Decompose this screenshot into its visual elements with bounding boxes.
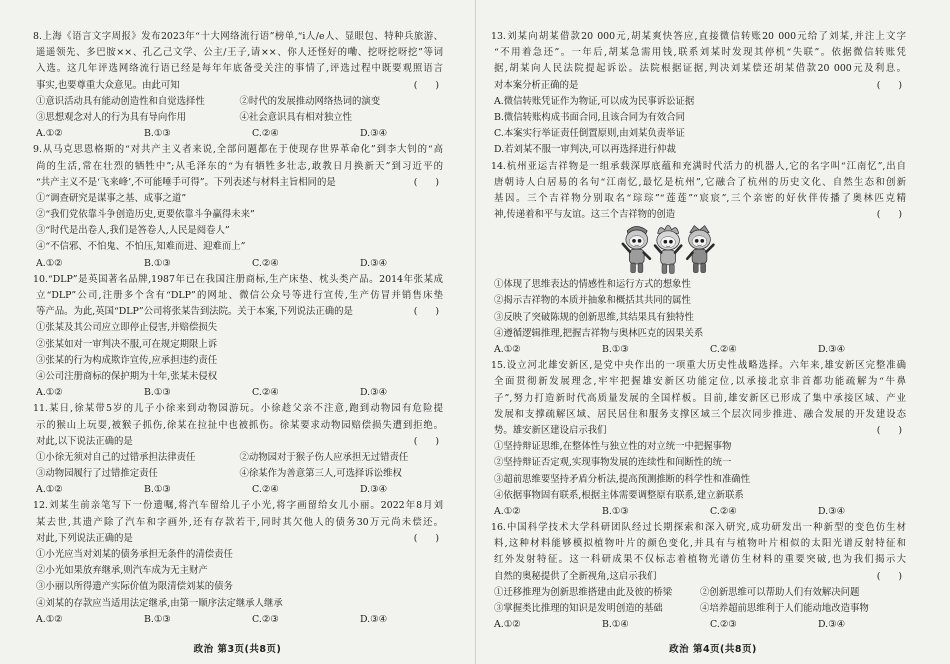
question-stem-text: 16.中国科学技术大学科研团队经过长期探索和深入研究,成功研发出一种新型的变色仿生材 <box>491 522 906 534</box>
option-text: ③思想观念对人的行为具有导向作用 <box>36 111 187 123</box>
answer-choice-text: C.②④ <box>710 505 737 517</box>
option-item <box>36 191 443 207</box>
answer-choice <box>710 504 818 520</box>
option-text: ①迁移推理为创新思维搭建由此及彼的桥梁 <box>494 586 673 598</box>
question-stem-line <box>491 191 906 207</box>
answer-choice-text: D.③④ <box>360 484 387 496</box>
question-stem-line <box>33 175 443 191</box>
option-row <box>33 466 443 482</box>
answer-choice-text: C.②④ <box>252 257 279 269</box>
question-16 <box>491 520 906 633</box>
question-stem-line <box>491 520 906 536</box>
mascot-figure <box>623 227 650 273</box>
option-item <box>36 320 443 336</box>
answer-bracket: ( ) <box>413 79 439 91</box>
question-stem-text: 唐朝诗人白居易的名句“江南忆,最忆是杭州”,它融合了杭州的历史文化、自然生态和创新 <box>494 176 906 188</box>
answer-choice-text: D.③④ <box>818 344 845 355</box>
option-item <box>36 466 240 482</box>
option-item <box>700 601 906 617</box>
answer-choice-text: B.①③ <box>144 128 171 140</box>
answer-choice <box>252 482 360 498</box>
answer-bracket: ( ) <box>876 79 902 91</box>
option-row <box>33 207 443 223</box>
answer-choice-text: B.①④ <box>602 619 629 631</box>
question-stem-text: 自然的奥秘提供了全新视角,这启示我们 <box>494 570 657 582</box>
answer-choice <box>710 342 818 358</box>
answer-choice <box>252 612 360 628</box>
option-row <box>491 110 906 126</box>
option-row <box>33 369 443 385</box>
option-item <box>36 547 443 563</box>
option-item <box>494 472 906 488</box>
option-item <box>36 207 443 223</box>
option-row <box>33 94 443 110</box>
answer-choices <box>33 385 443 401</box>
question-stem-text: 尚的生活,常在壮烈的牺牲中”;从毛泽东的“为有牺牲多壮志,敢教日月换新天”到习近平的 <box>36 160 443 172</box>
answer-choices <box>33 256 443 272</box>
question-14 <box>491 159 906 359</box>
option-row <box>33 223 443 239</box>
option-item <box>36 596 443 612</box>
option-row <box>33 579 443 595</box>
option-item <box>240 450 444 466</box>
question-stem-text: 入选。这几年评选网络流行语已经是每年年底备受关注的事情了,评选过程中既要观照语言 <box>36 63 443 75</box>
answer-choice-text: A.①② <box>36 257 63 269</box>
answer-choices <box>491 617 906 633</box>
answer-choice <box>602 504 710 520</box>
option-item <box>36 239 443 255</box>
mascot-figure <box>655 225 681 273</box>
question-stem-text: 立“DLP”公司,注册多个含有“DLP”的网址、微信公众号等进行宣传,生产仿冒并销售床垫 <box>36 290 443 301</box>
answer-choice <box>494 617 602 633</box>
option-row <box>33 596 443 612</box>
question-stem-line <box>33 418 443 434</box>
option-text: B.微信转账构成书面合同,且该合同为有效合同 <box>494 111 685 123</box>
question-stem-text: 事实,也要尊重大众意见。由此可知 <box>36 79 180 91</box>
option-text: ①小徐无须对自己的过错承担法律责任 <box>36 451 196 463</box>
mascot-figure <box>687 226 713 273</box>
option-row <box>491 439 906 455</box>
answer-choice <box>144 612 252 628</box>
question-stem-text: 10.“DLP”是英国著名品牌,1987年已在我国注册商标,生产床垫、枕头类产品。2014年张某成 <box>33 273 443 285</box>
option-item <box>494 94 906 110</box>
answer-choice <box>818 504 906 520</box>
answer-choice <box>36 256 144 272</box>
answer-bracket: ( ) <box>876 570 902 582</box>
question-9 <box>33 142 443 272</box>
question-stem-text: 9.从马克思恩格斯的“对共产主义者来说,全部问题都在于使现存世界革命化”到李大钊的“高 <box>33 144 443 156</box>
question-stem-text: 势。雄安新区建设启示我们 <box>494 424 607 436</box>
option-text: ③“时代是出卷人,我们是答卷人,人民是阅卷人” <box>36 225 230 237</box>
option-item <box>36 450 240 466</box>
question-stem-text: 8.上海《语言文字周报》发布2023年“十大网络流行语”榜单,“i人/e人、显眼包、特种兵旅游、 <box>33 31 443 42</box>
page-content <box>491 29 906 633</box>
option-item <box>494 110 906 126</box>
option-item <box>240 94 444 110</box>
question-stem-line <box>33 78 443 94</box>
answer-choice-text: A.①② <box>494 505 521 517</box>
page-footer: 政治 第3页(共8页) <box>193 644 282 655</box>
option-text: ①坚持辩证思维,在整体性与独立性的对立统一中把握事物 <box>494 441 732 453</box>
option-text: A.微信转账凭证作为物证,可以成为民事诉讼证据 <box>494 95 695 107</box>
answer-choice <box>494 504 602 520</box>
question-stem-line <box>33 401 443 417</box>
question-stem-line <box>33 159 443 175</box>
question-stem-text: 对此,下列说法正确的是 <box>36 532 133 544</box>
option-text: ①小光应当对刘某的债务承担无条件的清偿责任 <box>36 549 233 560</box>
option-item <box>494 277 906 293</box>
option-item <box>36 337 443 353</box>
answer-choice <box>252 256 360 272</box>
question-stem-text: “不用着急还”。一年后,胡某急需用钱,联系刘某时发现其停机“失联”。依据微信转账凭 <box>494 47 906 59</box>
question-12 <box>33 498 443 628</box>
option-item <box>494 601 700 617</box>
question-stem-line <box>33 304 443 320</box>
answer-choice <box>144 256 252 272</box>
answer-bracket: ( ) <box>876 424 902 436</box>
answer-choice <box>36 385 144 401</box>
option-row <box>33 450 443 466</box>
option-row <box>33 110 443 126</box>
option-row <box>491 601 906 617</box>
answer-choice <box>360 256 443 272</box>
option-text: ①意识活动具有能动创造性和自觉选择性 <box>36 95 205 107</box>
question-stem-line <box>33 434 443 450</box>
option-item <box>240 466 444 482</box>
answer-choice-text: A.①② <box>494 619 521 631</box>
option-item <box>494 439 906 455</box>
question-stem-text: 神,传递着和平与友谊。这三个吉祥物的创造 <box>494 209 676 221</box>
option-text: ④徐某作为善意第三人,可选择诉讼维权 <box>239 468 402 480</box>
option-text: ④培养超前思维利于人们能动地改造事物 <box>700 603 869 614</box>
answer-bracket: ( ) <box>413 435 439 447</box>
question-stem-text: 14.杭州亚运吉祥物是一组承载深厚底蕴和充满时代活力的机器人,它的名字叫“江南忆”,出自 <box>491 160 906 172</box>
answer-bracket: ( ) <box>413 532 439 544</box>
option-text: ③超前思维要坚持矛盾分析法,提高预测推断的科学性和准确性 <box>494 473 751 485</box>
question-stem-line <box>491 552 906 568</box>
option-text: ③小丽以所得遗产实际价值为限清偿刘某的债务 <box>36 581 233 593</box>
answer-choice-text: D.③④ <box>360 387 387 399</box>
mascot-illustration <box>613 223 725 277</box>
question-13 <box>491 29 906 159</box>
option-item <box>494 142 906 158</box>
option-row <box>33 337 443 353</box>
option-item <box>36 579 443 595</box>
answer-choice-text: B.①③ <box>602 505 629 517</box>
question-stem-text: 11.某日,徐某带5岁的儿子小徐来到动物园游玩。小徐趁父亲不注意,跑到动物园有危险提 <box>33 403 443 415</box>
answer-choice-text: C.②③ <box>252 613 279 625</box>
option-item <box>494 293 906 309</box>
option-item <box>36 353 443 369</box>
question-8 <box>33 29 443 142</box>
answer-choice <box>144 482 252 498</box>
answer-choice <box>252 126 360 142</box>
option-item <box>700 585 906 601</box>
option-row <box>491 455 906 471</box>
answer-choice-text: B.①③ <box>144 387 171 399</box>
answer-choices <box>33 612 443 628</box>
answer-choice <box>360 482 443 498</box>
option-text: ②时代的发展推动网络热词的演变 <box>239 95 381 107</box>
option-item <box>494 455 906 471</box>
option-text: ②动物园对于猴子伤人应承担无过错责任 <box>239 451 409 463</box>
answer-choice-text: C.②④ <box>710 344 737 355</box>
option-text: ②小光如果放弃继承,则汽车成为无主财产 <box>36 565 208 577</box>
answer-choice <box>602 342 710 358</box>
answer-choice <box>36 612 144 628</box>
option-item <box>36 94 240 110</box>
option-item <box>36 563 443 579</box>
question-stem-line <box>33 61 443 77</box>
question-stem-text: 发展和支撑疏解区域、居民居住和服务支撑区域三个层次同步推进、融合发展的开发建设态 <box>494 408 906 420</box>
answer-choice-text: A.①② <box>36 484 63 496</box>
option-row <box>33 547 443 563</box>
option-item <box>240 110 444 126</box>
question-stem-line <box>33 498 443 514</box>
question-stem-line <box>491 423 906 439</box>
answer-choice-text: A.①② <box>36 387 63 399</box>
option-text: D.若刘某不服一审判决,可以再选择进行仲裁 <box>494 144 676 156</box>
question-stem-line <box>33 272 443 288</box>
question-stem-text: 全面贯彻新发展理念,牢牢把握雄安新区功能定位,以承接北京非首都功能疏解为“牛鼻 <box>494 376 906 388</box>
question-stem-line <box>491 407 906 423</box>
option-item <box>36 223 443 239</box>
question-stem-text: 遥遥领先、多巴胺××、孔乙己文学、公主/王子,请××、你人还怪好的嘞、挖呀挖呀挖”等词 <box>36 47 443 59</box>
answer-choices <box>33 126 443 142</box>
answer-choices <box>33 482 443 498</box>
option-text: ④社会意识具有相对独立性 <box>239 111 353 123</box>
answer-choice <box>360 612 443 628</box>
question-10 <box>33 272 443 402</box>
option-text: ③掌握类比推理的知识是发明创造的基础 <box>494 603 663 614</box>
question-stem-text: “共产主义不是‘飞来峰’,不可能唾手可得”。下列表述与材料主旨相同的是 <box>36 176 336 188</box>
question-stem-line <box>491 45 906 61</box>
option-row <box>491 126 906 142</box>
answer-choice-text: D.③④ <box>818 619 845 631</box>
question-stem-line <box>491 78 906 94</box>
answer-choice <box>818 617 906 633</box>
question-stem-line <box>491 358 906 374</box>
answer-choice <box>144 126 252 142</box>
option-row <box>491 293 906 309</box>
option-text: ④刘某的存款应当适用法定继承,由第一顺序法定继承人继承 <box>36 597 283 609</box>
answer-choice <box>360 385 443 401</box>
question-stem-line <box>491 391 906 407</box>
option-row <box>491 488 906 504</box>
answer-choice-text: C.②④ <box>252 128 279 140</box>
question-stem-text: 等产品。为此,英国“DLP”公司将张某告到法院。关于本案,下列说法正确的是 <box>36 306 353 318</box>
option-text: ②坚持辩证否定观,实现事物发展的连续性和间断性的统一 <box>494 457 732 469</box>
answer-choice <box>602 617 710 633</box>
answer-choice-text: C.②③ <box>710 619 737 631</box>
option-row <box>491 94 906 110</box>
question-stem-line <box>33 515 443 531</box>
option-row <box>491 585 906 601</box>
answer-choice-text: C.②④ <box>252 484 279 496</box>
option-text: ③反映了突破陈规的创新思维,其结果具有独特性 <box>494 311 694 323</box>
option-item <box>494 488 906 504</box>
question-stem-text: 料,这种材料能够模拟植物叶片的颜色变化,并具有与植物叶片相似的太阳光谱反射特征和 <box>494 538 906 550</box>
answer-choice-text: A.①② <box>36 128 63 140</box>
answer-choice-text: B.①③ <box>144 484 171 496</box>
option-text: ④“不信邪、不怕鬼、不怕压,知难而进、迎难而上” <box>36 241 246 253</box>
answer-choice <box>360 126 443 142</box>
answer-bracket: ( ) <box>413 176 439 188</box>
option-text: ③张某的行为构成欺诈宣传,应承担违约责任 <box>36 354 218 366</box>
mascot-figure-box <box>491 223 906 277</box>
question-stem-line <box>491 207 906 223</box>
question-stem-line <box>491 569 906 585</box>
option-item <box>36 369 443 385</box>
question-stem-line <box>33 531 443 547</box>
answer-choice <box>494 342 602 358</box>
question-stem-text: 13.刘某向胡某借款20 000元,胡某爽快答应,直接微信转账20 000元给了刘某,并注上文字 <box>491 31 906 42</box>
question-stem-text: 12.刘某生前亲笔写下一份遗嘱,将汽车留给儿子小光,将字画留给女儿小丽。2022年8月刘 <box>33 500 443 512</box>
answer-choice <box>36 482 144 498</box>
question-stem-line <box>491 29 906 45</box>
question-stem-text: 某去世,其遗产除了汽车和字画外,还有存款若干,同时其欠他人的债务30万元尚未偿还。 <box>36 516 443 528</box>
question-stem-line <box>491 61 906 77</box>
option-text: ②揭示吉祥物的本质并抽象和概括其共同的属性 <box>494 295 691 307</box>
option-text: ④公司注册商标的保护期为十年,张某未侵权 <box>36 370 218 382</box>
question-stem-text: 对本案分析正确的是 <box>494 79 579 91</box>
question-stem-line <box>491 374 906 390</box>
option-row <box>491 142 906 158</box>
answer-choices <box>491 504 906 520</box>
option-row <box>33 563 443 579</box>
option-text: ④依据事物固有联系,根据主体需要调整原有联系,建立新联系 <box>494 489 744 501</box>
question-stem-line <box>33 288 443 304</box>
answer-choice-text: D.③④ <box>360 128 387 140</box>
answer-choice-text: B.①③ <box>602 344 629 355</box>
option-row <box>491 472 906 488</box>
option-text: ③动物园履行了过错推定责任 <box>36 468 158 480</box>
question-15 <box>491 358 906 520</box>
answer-choice <box>710 617 818 633</box>
option-row <box>491 277 906 293</box>
answer-choices <box>491 342 906 358</box>
question-stem-line <box>33 142 443 158</box>
option-text: ①张某及其公司应立即停止侵害,并赔偿损失 <box>36 322 218 334</box>
option-item <box>494 585 700 601</box>
page-content <box>33 29 443 628</box>
option-text: ②张某如对一审判决不服,可在规定期限上诉 <box>36 338 218 350</box>
answer-choice <box>144 385 252 401</box>
question-stem-line <box>33 45 443 61</box>
option-text: ①“调查研究是谋事之基、成事之道” <box>36 192 187 204</box>
answer-choice-text: D.③④ <box>360 257 387 269</box>
option-row <box>491 310 906 326</box>
answer-choice <box>818 342 906 358</box>
answer-choice-text: B.①③ <box>144 257 171 269</box>
exam-page-right <box>476 0 950 664</box>
option-item <box>36 110 240 126</box>
answer-choice-text: A.①② <box>494 344 521 355</box>
question-11 <box>33 401 443 498</box>
option-text: ④遵循逻辑推理,把握吉祥物与奥林匹克的因果关系 <box>494 327 704 339</box>
option-text: C.本案实行举证责任倒置原则,由刘某负责举证 <box>494 128 685 140</box>
answer-choice-text: D.③④ <box>360 613 387 625</box>
option-item <box>494 310 906 326</box>
question-stem-line <box>491 536 906 552</box>
page-footer: 政治 第4页(共8页) <box>669 644 757 655</box>
answer-choice-text: C.②④ <box>252 387 279 399</box>
question-stem-line <box>491 159 906 175</box>
question-stem-text: 基因。三个吉祥物分别取名“琮琮”“莲莲”“宸宸”,三个亲密的好伙伴传播了奥林匹克精 <box>494 192 906 204</box>
option-text: ②“我们党依靠斗争创造历史,更要依靠斗争赢得未来” <box>36 209 255 221</box>
option-item <box>494 126 906 142</box>
question-stem-text: 15.设立河北雄安新区,是党中央作出的一项重大历史性战略选择。六年来,雄安新区完整准确 <box>491 360 906 372</box>
question-stem-line <box>491 175 906 191</box>
question-stem-text: 子”,努力打造新时代高质量发展的全国样板。目前,雄安新区已形成了集中承接区域、产业 <box>494 392 906 404</box>
question-stem-line <box>33 29 443 45</box>
option-row <box>491 326 906 342</box>
option-item <box>494 326 906 342</box>
answer-bracket: ( ) <box>413 306 439 318</box>
question-stem-text: 据,胡某向人民法院提起诉讼。法院根据证据,判决刘某偿还胡某借款20 000元及利息。 <box>494 63 906 75</box>
answer-choice-text: D.③④ <box>818 505 845 517</box>
option-row <box>33 320 443 336</box>
question-stem-text: 示的猴山上玩耍,被猴子抓伤,徐某在拉扯中也被抓伤。徐某要求动物园赔偿损失遭到拒绝。 <box>36 419 443 431</box>
option-text: ②创新思维可以帮助人们有效解决问题 <box>700 586 860 598</box>
answer-choice <box>36 126 144 142</box>
question-stem-text: 红外发射特征。这一科研成果不仅标志着植物光谱仿生材料的重要突破,也为我们揭示大 <box>494 554 906 566</box>
option-row <box>33 239 443 255</box>
option-text: ①体现了思维表达的情感性和运行方式的想象性 <box>494 279 691 291</box>
answer-choice-text: B.①③ <box>144 613 171 625</box>
question-stem-text: 对此,以下说法正确的是 <box>36 435 133 447</box>
answer-choice <box>252 385 360 401</box>
option-row <box>33 191 443 207</box>
answer-choice-text: A.①② <box>36 613 63 625</box>
option-row <box>33 353 443 369</box>
answer-bracket: ( ) <box>876 209 902 221</box>
